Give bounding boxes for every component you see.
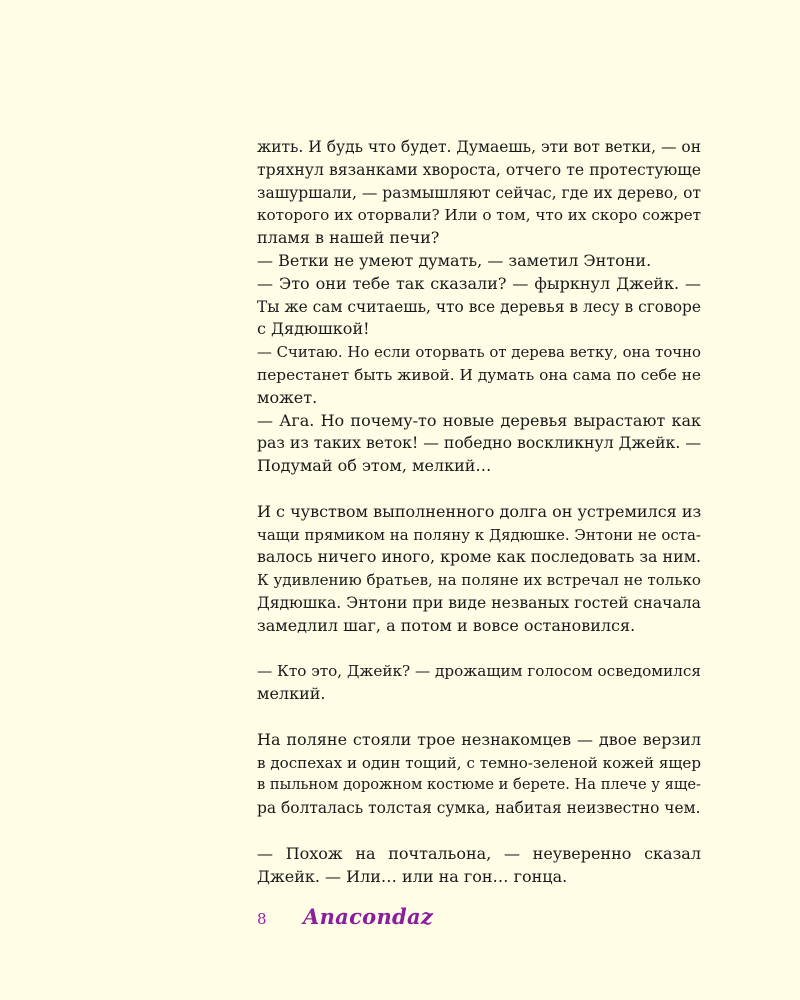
paragraph-gap <box>257 706 701 729</box>
paragraph <box>257 341 701 409</box>
text-line: в пыльном дорожном костюме и берете. На плече у яще- <box>257 776 701 794</box>
text-line: мелкий. <box>257 684 326 704</box>
text-line: ра болталась толстая сумка, набитая неизвестно чем. <box>257 799 701 818</box>
text-line: К удивлению братьев, на поляне их встречал не только <box>257 571 701 590</box>
page-footer <box>257 906 701 936</box>
text-line: — Считаю. Но если оторвать от дерева ветку, она точно <box>257 343 701 362</box>
text-line: На поляне стояли трое незнакомцев — двое верзил <box>257 729 701 749</box>
text-line: которого их оторвали? Или о том, что их скоро сожрет <box>257 206 702 225</box>
paragraph-gap <box>257 820 701 843</box>
text-line: перестанет быть живой. И думать она сама по себе не <box>257 365 701 384</box>
paragraph <box>257 501 701 569</box>
text-line: раз из таких веток! — победно воскликнул Джейк. — <box>257 433 701 453</box>
text-line: замедлил шаг, а потом и вовсе остановился. <box>257 615 636 635</box>
text-line: Дядюшка. Энтони при виде незваных гостей сначала <box>257 593 701 612</box>
text-line: — Ага. Но почему-то новые деревья вырастают как <box>257 410 701 430</box>
text-line: И с чувством выполненного долга он устремился из <box>257 501 702 521</box>
paragraph <box>257 569 701 637</box>
paragraph <box>257 273 701 341</box>
text-line: — Это они тебе так сказали? — фыркнул Джейк. — <box>257 273 701 293</box>
text-line: — Похож на почтальона, — неуверенно сказал <box>257 843 701 863</box>
paragraph-gap <box>257 638 701 661</box>
text-line: — Ветки не умеют думать, — заметил Энтони. <box>257 250 652 270</box>
paragraph <box>257 843 701 889</box>
text-line: жить. И будь что будет. Думаешь, эти вот ветки, — он <box>257 138 701 156</box>
text-line: — Кто это, Джейк? — дрожащим голосом осведомился <box>257 662 701 681</box>
paragraph-gap <box>257 478 701 501</box>
paragraph <box>257 250 701 273</box>
text-line: тряхнул вязанками хвороста, отчего те протестующе <box>257 159 701 179</box>
text-line: пламя в нашей печи? <box>257 228 440 248</box>
text-line: с Дядюшкой! <box>257 319 370 339</box>
paragraph <box>257 660 701 706</box>
body-text <box>257 136 701 888</box>
text-line: чащи прямиком на поляну к Дядюшке. Энтони не оста- <box>257 525 701 544</box>
text-line: Подумай об этом, мелкий… <box>257 456 492 476</box>
paragraph <box>257 410 701 478</box>
paragraph <box>257 729 701 820</box>
text-line: Ты же сам считаешь, что все деревья в лесу в сговоре <box>257 297 701 316</box>
text-line: в доспехах и один тощий, с темно-зеленой кожей ящер <box>257 753 701 772</box>
brand-logo: Anacondaz <box>303 904 434 929</box>
text-line: зашуршали, — размышляют сейчас, где их дерево, от <box>257 183 701 202</box>
page-number: 8 <box>257 910 267 928</box>
text-line: Джейк. — Или… или на гон… гонца. <box>257 866 568 886</box>
text-line: валось ничего иного, кроме как последовать за ним. <box>257 547 702 567</box>
text-line: может. <box>257 387 318 407</box>
paragraph <box>257 136 701 250</box>
